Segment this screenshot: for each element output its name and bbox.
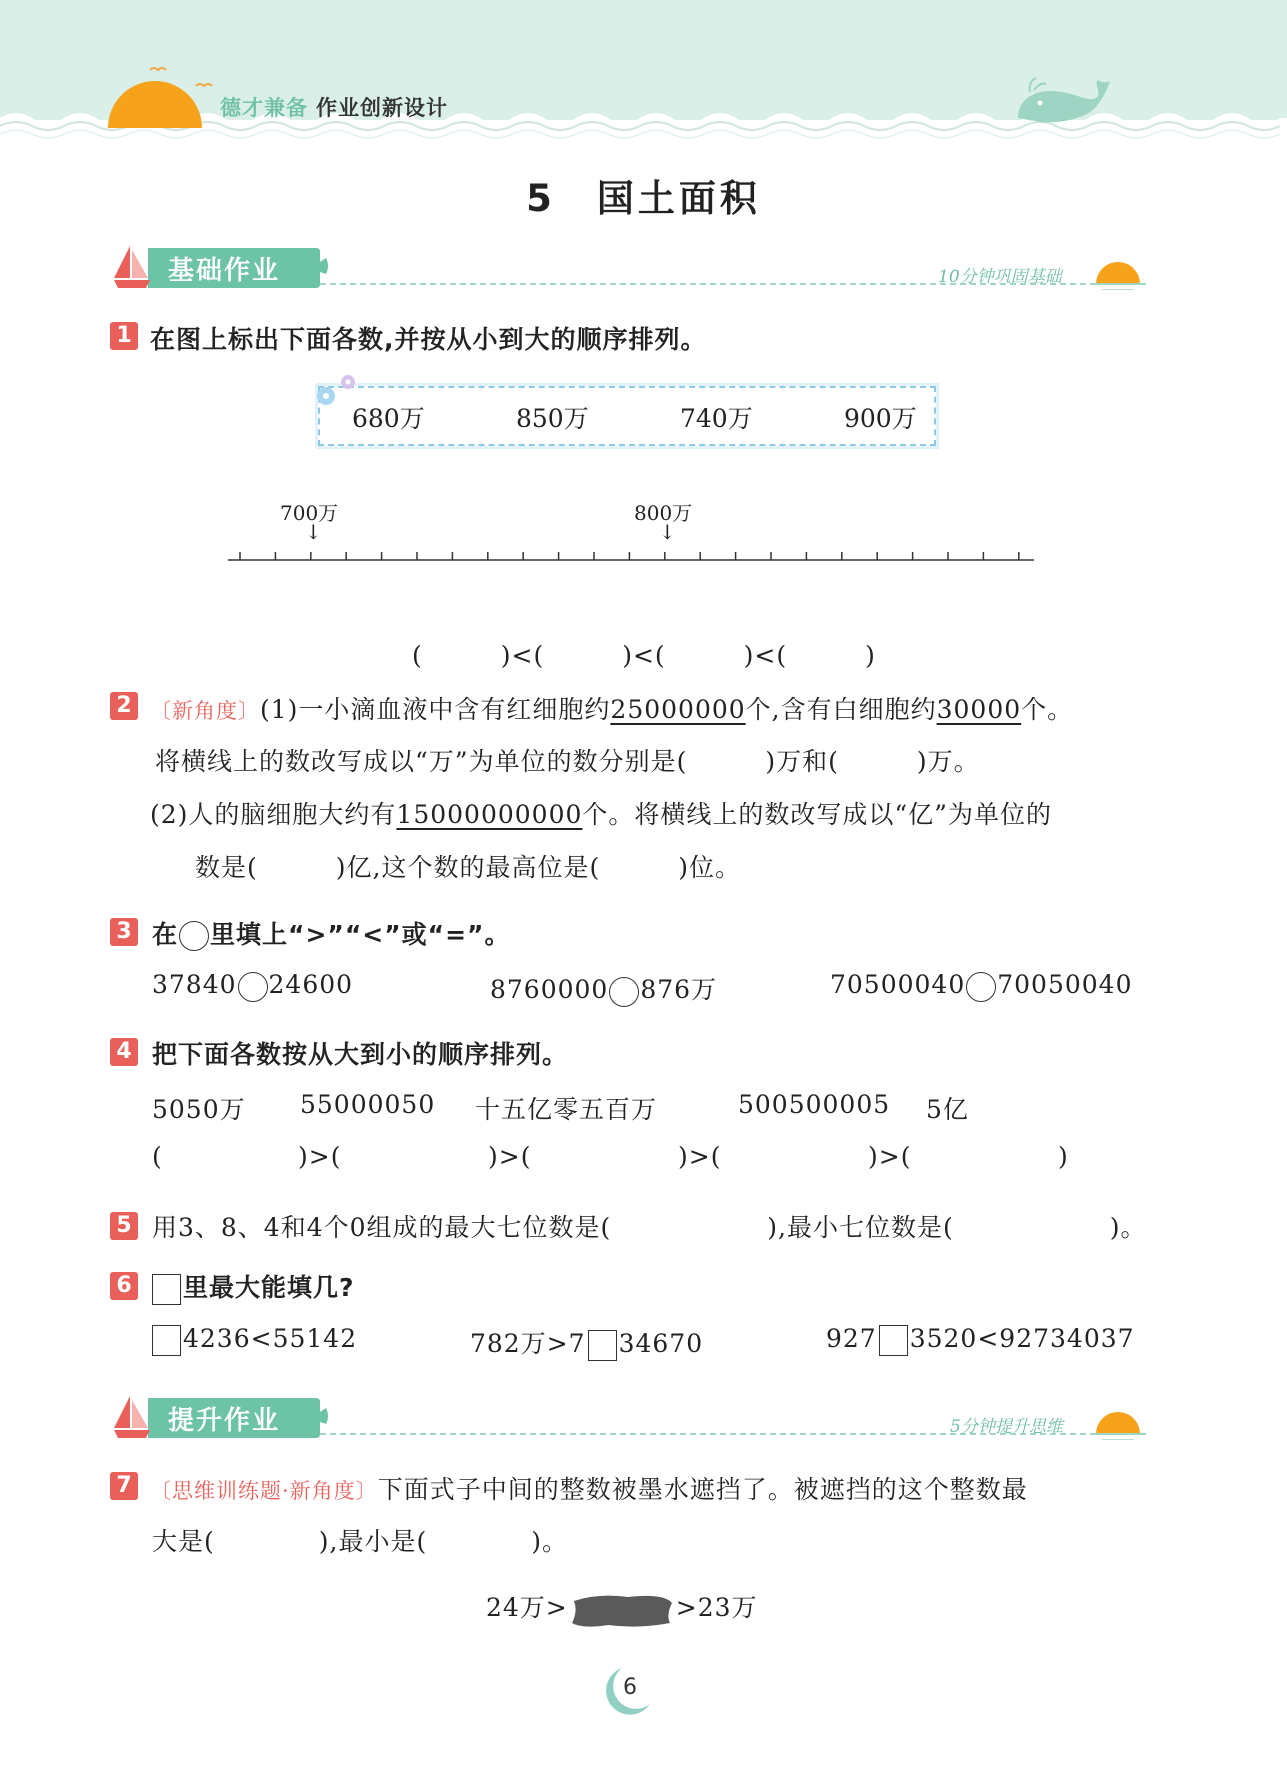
q4-number: 55000050 bbox=[300, 1090, 436, 1119]
compare-left: 8760000 bbox=[490, 975, 609, 1004]
question-2-part2 bbox=[150, 795, 1052, 831]
question-5-text[interactable]: 用3、8、4和4个0组成的最大七位数是( ),最小七位数是( )。 bbox=[152, 1213, 1147, 1242]
compare-item bbox=[490, 970, 717, 1007]
square-blank[interactable] bbox=[588, 1330, 617, 1361]
underlined-number: 25000000 bbox=[610, 695, 746, 724]
q2-text: (2)人的脑细胞大约有 bbox=[150, 800, 397, 829]
question-7-text bbox=[150, 1470, 1028, 1506]
fill-post: 4236<55142 bbox=[183, 1324, 358, 1353]
brand-green-text: 德才兼备 bbox=[220, 96, 308, 120]
brand-dark-text: 作业创新设计 bbox=[316, 96, 448, 120]
compare-right: 70050040 bbox=[997, 970, 1133, 999]
question-number: 6 bbox=[110, 1272, 138, 1300]
page-header bbox=[0, 0, 1287, 150]
compare-left: 37840 bbox=[152, 970, 237, 999]
q4-number: 5亿 bbox=[926, 1095, 969, 1124]
compare-right: 24600 bbox=[268, 970, 354, 999]
compare-circle[interactable] bbox=[609, 977, 639, 1007]
section-banner-advanced bbox=[108, 1394, 1148, 1440]
compare-circle[interactable] bbox=[238, 972, 268, 1002]
q4-number: 十五亿零五百万 bbox=[475, 1095, 658, 1124]
q2-text: (1)一小滴血液中含有红细胞约 bbox=[260, 695, 611, 724]
q4-number: 5050万 bbox=[152, 1095, 246, 1124]
ink-blot-icon bbox=[568, 1593, 676, 1627]
number-item: 900万 bbox=[844, 404, 917, 433]
section-banner-basic bbox=[108, 244, 1148, 290]
q4-order-part: )>( bbox=[678, 1142, 722, 1171]
q2-text: 个。 bbox=[1021, 695, 1074, 724]
question-number: 5 bbox=[110, 1212, 138, 1240]
q7-expression bbox=[486, 1588, 758, 1627]
fill-post: 3520<92734037 bbox=[909, 1324, 1135, 1353]
question-tag: 〔新角度〕 bbox=[150, 699, 260, 723]
q2-part2-line2[interactable]: 数是( )亿,这个数的最高位是( )位。 bbox=[195, 853, 741, 882]
question-number: 2 bbox=[110, 692, 138, 720]
fill-item bbox=[150, 1324, 357, 1356]
number-line bbox=[228, 548, 1034, 568]
q1-order-blanks[interactable]: ( )<( )<( )<( ) bbox=[412, 641, 876, 670]
number-line-label-800: 800万 bbox=[634, 501, 693, 525]
q4-number: 500500005 bbox=[738, 1090, 891, 1119]
number-line-label-700: 700万 bbox=[280, 501, 339, 525]
compare-left: 70500040 bbox=[830, 970, 966, 999]
square-blank[interactable] bbox=[879, 1325, 908, 1356]
q4-order-part: )>( bbox=[488, 1142, 532, 1171]
q3-text: 在 bbox=[152, 920, 179, 949]
question-number: 1 bbox=[110, 322, 138, 350]
circle-blank-icon bbox=[179, 921, 209, 951]
page-title: 5 国土面积 bbox=[526, 177, 761, 220]
arrow-down-icon: ↓ bbox=[305, 520, 322, 544]
q2-part1-line2[interactable]: 将横线上的数改写成以“万”为单位的数分别是( )万和( )万。 bbox=[155, 747, 980, 776]
q2-text: 个,含有白细胞约 bbox=[745, 695, 937, 724]
underlined-number: 30000 bbox=[936, 695, 1022, 724]
section-time-advanced: 5分钟提升思维 bbox=[950, 1417, 1063, 1437]
number-item: 680万 bbox=[352, 404, 425, 433]
fill-pre: 782万>7 bbox=[470, 1329, 586, 1358]
question-tag: 〔思维训练题·新角度〕 bbox=[150, 1479, 378, 1503]
brand-title bbox=[220, 92, 448, 122]
sunset-icon bbox=[1090, 1412, 1146, 1440]
section-label-advanced: 提升作业 bbox=[168, 1406, 281, 1436]
page-number: 6 bbox=[623, 1675, 637, 1700]
question-number: 3 bbox=[110, 918, 138, 946]
question-6-text bbox=[150, 1268, 355, 1305]
fill-pre: 927 bbox=[826, 1324, 877, 1353]
arrow-down-icon: ↓ bbox=[659, 520, 676, 544]
question-number: 7 bbox=[110, 1472, 138, 1500]
q6-text: 里最大能填几? bbox=[183, 1273, 355, 1302]
question-3-text bbox=[152, 915, 510, 951]
compare-item bbox=[830, 970, 1133, 1002]
sailboat-icon bbox=[114, 246, 150, 288]
sailboat-icon bbox=[114, 1396, 150, 1438]
underlined-number: 15000000000 bbox=[396, 800, 583, 829]
square-blank-icon bbox=[152, 1274, 181, 1305]
compare-item bbox=[152, 970, 353, 1002]
q4-order-part: ) bbox=[1058, 1142, 1069, 1171]
fill-item bbox=[826, 1324, 1135, 1356]
expr-right: >23万 bbox=[675, 1593, 758, 1622]
question-2-part1 bbox=[150, 690, 1073, 726]
number-item: 740万 bbox=[680, 404, 753, 433]
question-number: 4 bbox=[110, 1038, 138, 1066]
number-box bbox=[318, 386, 936, 446]
q7-line2[interactable]: 大是( ),最小是( )。 bbox=[152, 1527, 568, 1556]
q7-text: 下面式子中间的整数被墨水遮挡了。被遮挡的这个整数最 bbox=[377, 1475, 1028, 1504]
compare-right: 876万 bbox=[640, 975, 718, 1004]
q4-order-part: ( bbox=[152, 1142, 163, 1171]
compare-circle[interactable] bbox=[966, 972, 996, 1002]
fill-post: 34670 bbox=[618, 1329, 704, 1358]
section-label-basic: 基础作业 bbox=[168, 256, 281, 286]
expr-left: 24万> bbox=[486, 1593, 568, 1622]
q4-order-part: )>( bbox=[868, 1142, 912, 1171]
header-wave-background bbox=[0, 0, 1287, 150]
question-1-text: 在图上标出下面各数,并按从小到大的顺序排列。 bbox=[150, 325, 707, 354]
section-time-basic: 10分钟巩固基础 bbox=[938, 267, 1062, 287]
square-blank[interactable] bbox=[152, 1325, 181, 1356]
question-4-text: 把下面各数按从大到小的顺序排列。 bbox=[152, 1040, 569, 1069]
q3-text: 里填上“>”“<”或“=”。 bbox=[210, 920, 511, 949]
q2-text: 个。将横线上的数改写成以“亿”为单位的 bbox=[582, 800, 1052, 829]
sunset-icon bbox=[1090, 262, 1146, 290]
q4-order-part: )>( bbox=[298, 1142, 342, 1171]
fill-item bbox=[470, 1324, 703, 1361]
number-item: 850万 bbox=[516, 404, 589, 433]
